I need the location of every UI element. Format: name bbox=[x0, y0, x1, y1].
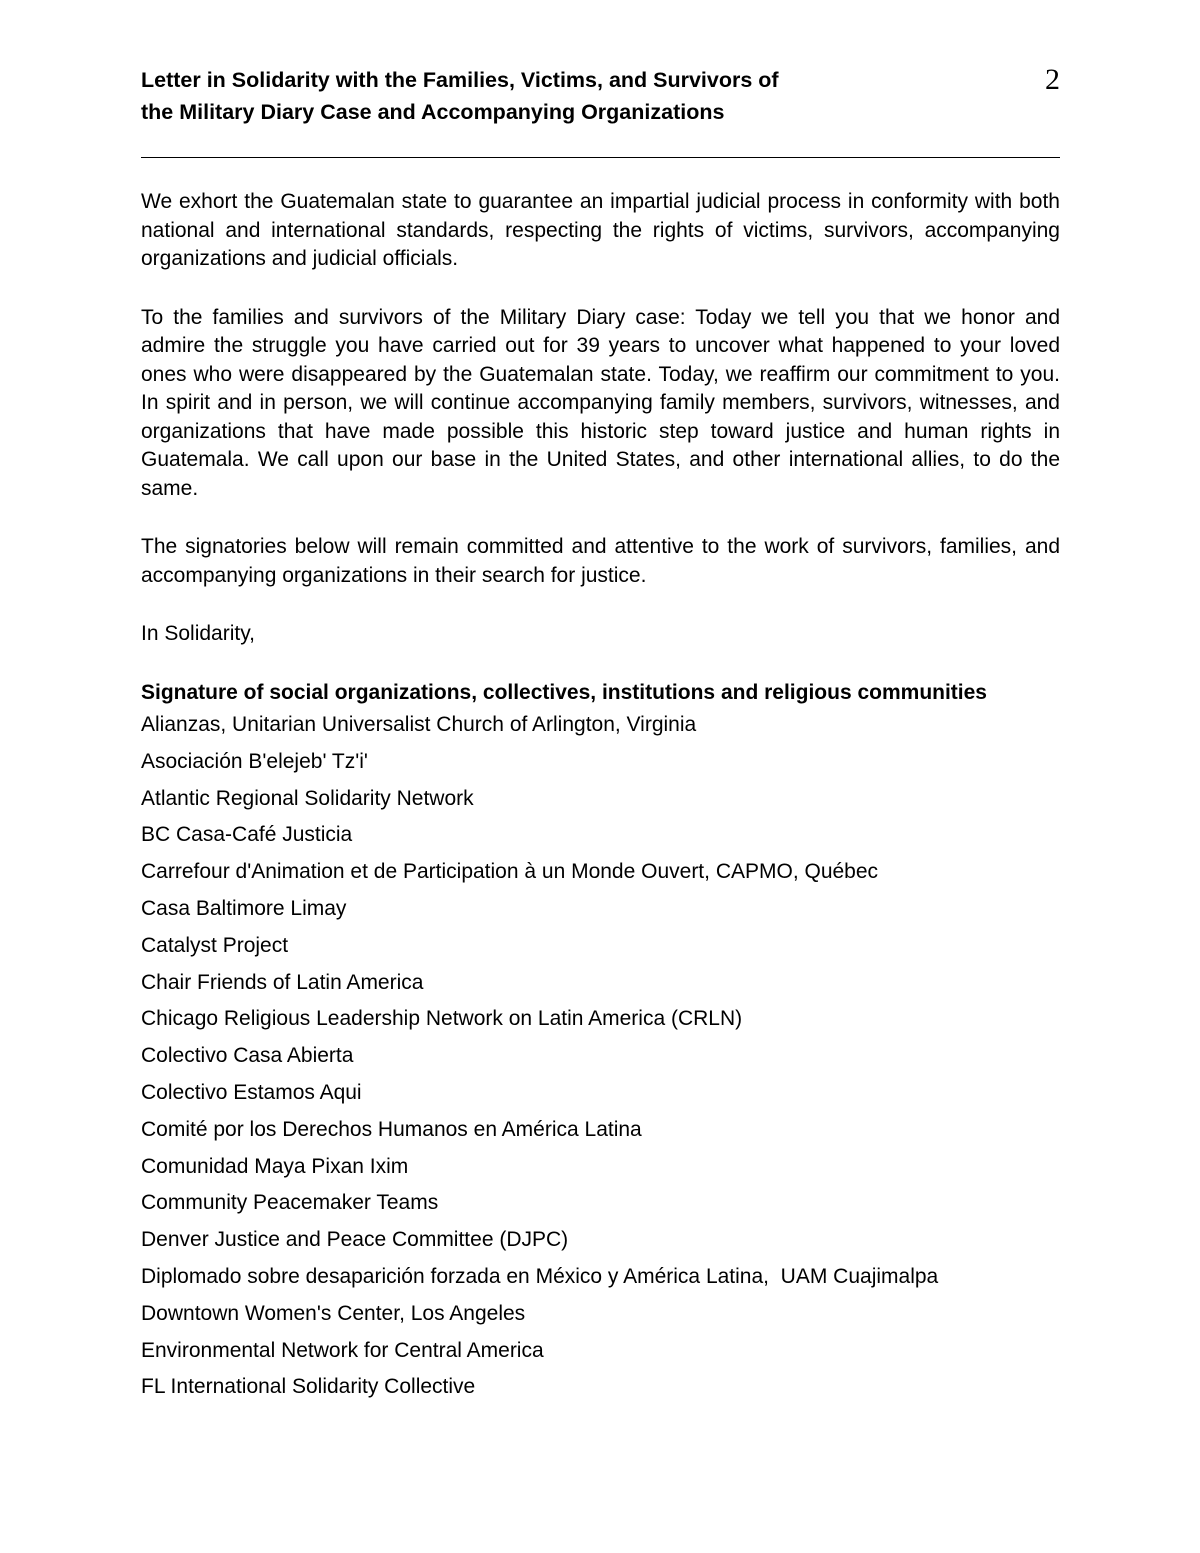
signatory-item: Downtown Women's Center, Los Angeles bbox=[141, 1301, 526, 1325]
signatory-item: Comunidad Maya Pixan Ixim bbox=[141, 1154, 409, 1178]
document-title bbox=[141, 64, 1045, 128]
signatory-item: BC Casa-Café Justicia bbox=[141, 823, 353, 847]
paragraph-families bbox=[141, 304, 1060, 504]
closing-line: In Solidarity, bbox=[141, 622, 255, 645]
signatory-item: Chicago Religious Leadership Network on Latin America (CRLN) bbox=[141, 1007, 743, 1031]
signatory-item: Chair Friends of Latin America bbox=[141, 970, 424, 994]
paragraph-line: Guatemala. We call upon our base in the United States, and other international allies, to do the bbox=[141, 448, 1060, 471]
signatory-item: Comité por los Derechos Humanos en América Latina bbox=[141, 1117, 642, 1141]
paragraph-line: organizations that have made possible this historic step toward justice and human rights in bbox=[141, 419, 1060, 443]
signatory-item: Catalyst Project bbox=[141, 933, 289, 957]
signatory-item: Atlantic Regional Solidarity Network bbox=[141, 786, 474, 810]
signatory-item: Environmental Network for Central America bbox=[141, 1338, 544, 1362]
paragraph-line: In spirit and in person, we will continue accompanying family members, survivors, witnesses, and bbox=[141, 391, 1060, 414]
paragraph-line: national and international standards, respecting the rights of victims, survivors, accompanying bbox=[141, 218, 1060, 242]
title-line-1: Letter in Solidarity with the Families, Victims, and Survivors of bbox=[141, 68, 779, 92]
page-number: 2 bbox=[1045, 63, 1060, 96]
signatory-item: Casa Baltimore Limay bbox=[141, 896, 347, 920]
paragraph-line: The signatories below will remain committed and attentive to the work of survivors, families, and bbox=[141, 535, 1060, 558]
header-divider bbox=[141, 157, 1060, 158]
signatory-item: Community Peacemaker Teams bbox=[141, 1191, 439, 1215]
paragraph-exhort bbox=[141, 188, 1060, 274]
paragraph-line: admire the struggle you have carried out for 39 years to uncover what happened to your loved bbox=[141, 334, 1060, 357]
paragraph-line: ones who were disappeared by the Guatemalan state. Today, we reaffirm our commitment to you. bbox=[141, 362, 1060, 386]
paragraph-line: To the families and survivors of the Military Diary case: Today we tell you that we honor and bbox=[141, 305, 1060, 329]
title-line-2: the Military Diary Case and Accompanying Organizations bbox=[141, 100, 725, 124]
paragraph-line: accompanying organizations in their search for justice. bbox=[141, 563, 647, 587]
signatory-item: Colectivo Casa Abierta bbox=[141, 1044, 354, 1068]
paragraph-line: We exhort the Guatemalan state to guarantee an impartial judicial process in conformity with both bbox=[141, 190, 1060, 213]
signature-heading: Signature of social organizations, collectives, institutions and religious communities bbox=[141, 680, 987, 704]
signatory-item: Diplomado sobre desaparición forzada en México y América Latina, UAM Cuajimalpa bbox=[141, 1264, 939, 1288]
signatory-item: FL International Solidarity Collective bbox=[141, 1375, 476, 1399]
signatory-item: Asociación B'elejeb' Tz'i' bbox=[141, 749, 368, 773]
signatory-item: Carrefour d'Animation et de Participation à un Monde Ouvert, CAPMO, Québec bbox=[141, 860, 879, 884]
paragraph-signatories bbox=[141, 533, 1060, 590]
signatories-list bbox=[141, 711, 1060, 1402]
signatory-item: Alianzas, Unitarian Universalist Church of Arlington, Virginia bbox=[141, 713, 697, 736]
signatory-item: Colectivo Estamos Aqui bbox=[141, 1080, 362, 1104]
page-header bbox=[141, 64, 1060, 128]
paragraph-line: organizations and judicial officials. bbox=[141, 247, 459, 270]
signatory-item: Denver Justice and Peace Committee (DJPC) bbox=[141, 1228, 569, 1252]
paragraph-line: same. bbox=[141, 476, 199, 500]
